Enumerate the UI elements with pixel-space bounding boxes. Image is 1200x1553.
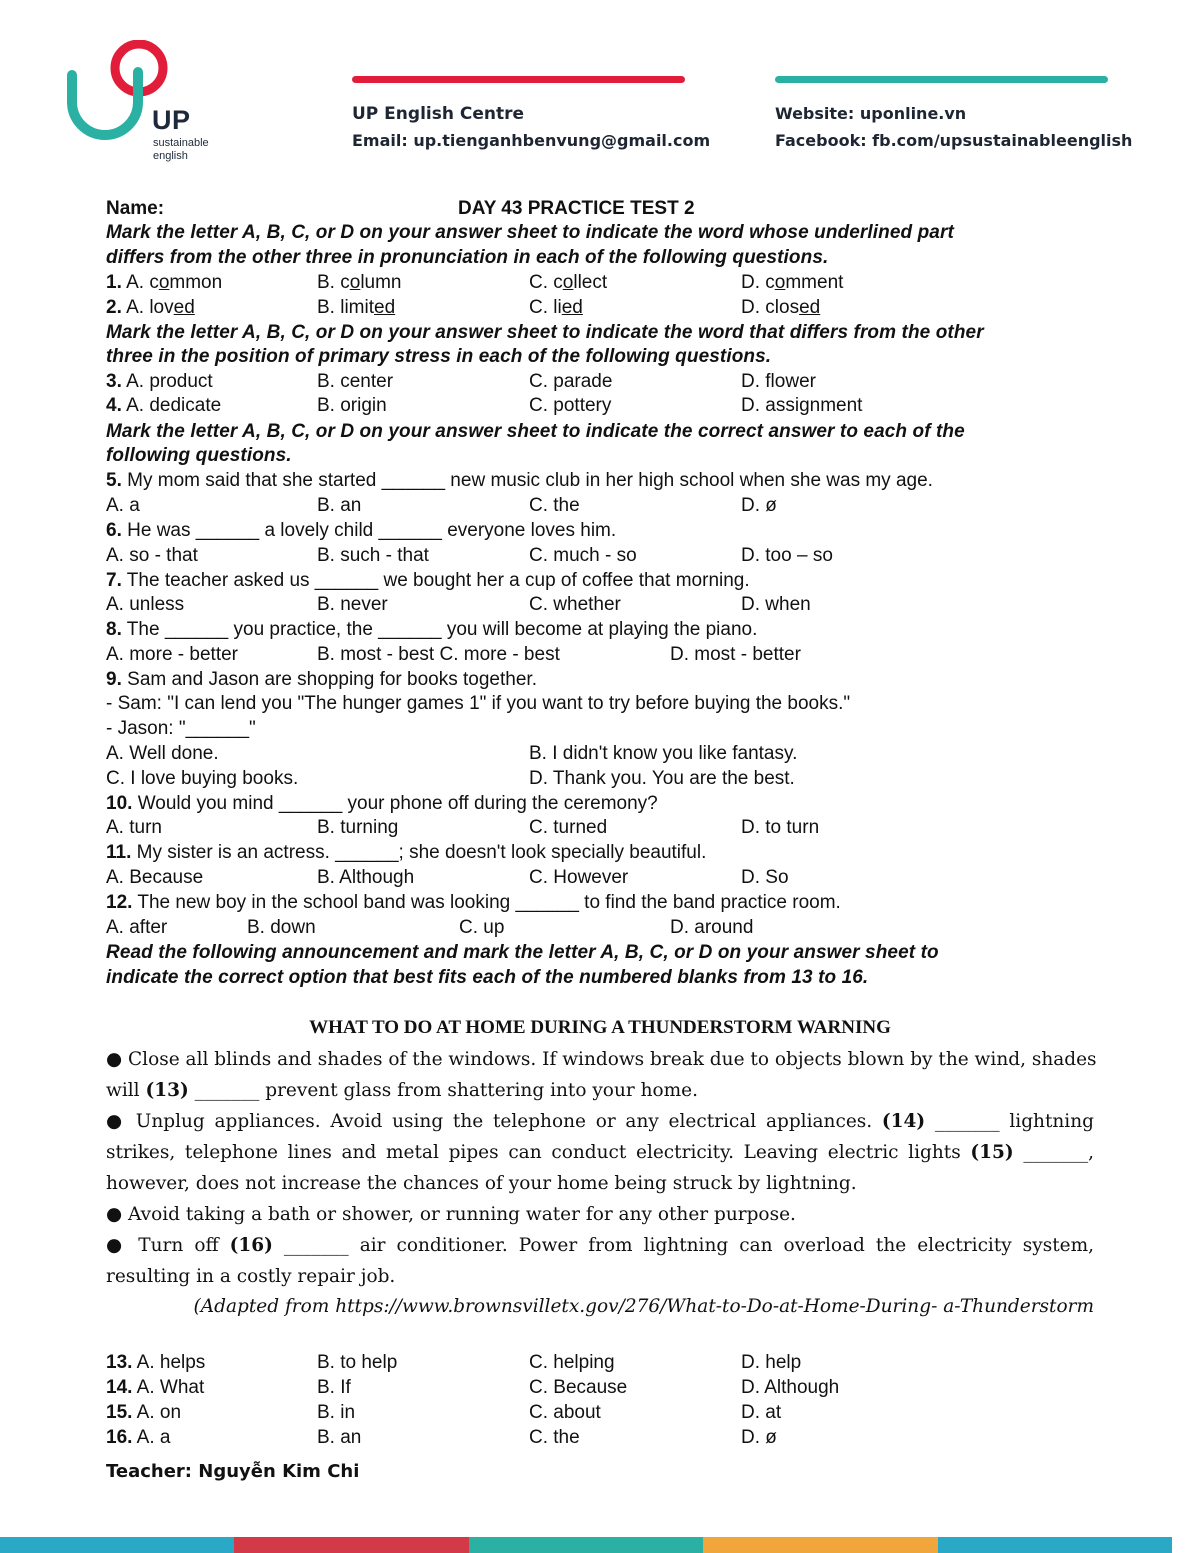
question-3-option-c: C. parade xyxy=(529,371,613,392)
question-3-option-a: 3. A. product xyxy=(106,371,213,392)
passage-source: (Adapted from https://www.brownsvilletx.gov/276/What-to-Do-at-Home-During- a-Thunderstorm xyxy=(193,1296,1094,1317)
question-5-option-d: D. ø xyxy=(741,495,777,516)
footer-color-strip xyxy=(0,1537,1172,1553)
question-5-option-a: A. a xyxy=(106,495,140,516)
question-10-option-d: D. to turn xyxy=(741,817,820,838)
question-16-option-c: C. the xyxy=(529,1427,580,1448)
question-7-option-b: B. never xyxy=(317,594,388,615)
question-1-option-a: 1. A. common xyxy=(106,272,223,293)
question-16-option-d: D. ø xyxy=(741,1427,777,1448)
instruction-stress: Mark the letter A, B, C, or D on your answer sheet to indicate the word that differs from the other xyxy=(106,322,984,343)
question-8-option-a: A. more - better xyxy=(106,644,238,665)
passage-title: WHAT TO DO AT HOME DURING A THUNDERSTORM WARNING xyxy=(309,1017,891,1038)
question-9-option-b: B. I didn't know you like fantasy. xyxy=(529,743,798,764)
question-9-sam-line: - Sam: "I can lend you "The hunger games 1" if you want to try before buying the books." xyxy=(106,693,851,714)
teacher-name: Teacher: Nguyễn Kim Chi xyxy=(106,1461,360,1482)
footer-segment xyxy=(938,1537,1172,1553)
question-7-option-a: A. unless xyxy=(106,594,185,615)
question-10-stem: 10. Would you mind ______ your phone off during the ceremony? xyxy=(106,793,658,814)
question-2-option-c: C. lied xyxy=(529,297,583,318)
passage-bullet-2: ● Unplug appliances. Avoid using the telephone or any electrical appliances. (14) _______ lightning xyxy=(106,1111,1094,1132)
question-10-option-c: C. turned xyxy=(529,817,608,838)
question-8-option-d: D. most - better xyxy=(670,644,801,665)
question-13-option-a: 13. A. helps xyxy=(106,1352,206,1373)
question-9-option-a: A. Well done. xyxy=(106,743,219,764)
question-14-option-d: D. Although xyxy=(741,1377,840,1398)
question-9-stem: 9. Sam and Jason are shopping for books together. xyxy=(106,669,537,690)
question-4-option-c: C. pottery xyxy=(529,395,612,416)
question-15-option-d: D. at xyxy=(741,1402,782,1423)
question-14-option-b: B. If xyxy=(317,1377,351,1398)
footer-segment xyxy=(703,1537,937,1553)
footer-segment xyxy=(234,1537,468,1553)
question-3-option-b: B. center xyxy=(317,371,394,392)
question-3-option-d: D. flower xyxy=(741,371,816,392)
question-8-stem: 8. The ______ you practice, the ______ you will become at playing the piano. xyxy=(106,619,758,640)
instruction-pronunciation: differs from the other three in pronunciation in each of the following questions. xyxy=(106,247,829,268)
question-15-option-b: B. in xyxy=(317,1402,356,1423)
question-6-option-d: D. too – so xyxy=(741,545,833,566)
centre-email: Email: up.tienganhbenvung@gmail.com xyxy=(352,131,711,150)
header-bar-teal xyxy=(775,76,1108,83)
question-11-stem: 11. My sister is an actress. ______; she doesn't look specially beautiful. xyxy=(106,842,707,863)
instruction-pronunciation: Mark the letter A, B, C, or D on your answer sheet to indicate the word whose underlined part xyxy=(106,222,954,243)
instruction-reading: indicate the correct option that best fits each of the numbered blanks from 13 to 16. xyxy=(106,967,869,988)
passage-bullet-1: ● Close all blinds and shades of the windows. If windows break due to objects blown by the wind, shades xyxy=(106,1049,1097,1070)
footer-segment xyxy=(0,1537,234,1553)
question-7-stem: 7. The teacher asked us ______ we bought her a cup of coffee that morning. xyxy=(106,570,750,591)
question-12-option-a: A. after xyxy=(106,917,168,938)
name-label: Name: xyxy=(106,198,165,219)
question-9-option-c: C. I love buying books. xyxy=(106,768,299,789)
question-11-option-d: D. So xyxy=(741,867,789,888)
instruction-correct-answer: Mark the letter A, B, C, or D on your answer sheet to indicate the correct answer to each of the xyxy=(106,421,965,442)
question-12-stem: 12. The new boy in the school band was looking ______ to find the band practice room. xyxy=(106,892,841,913)
question-1-option-d: D. comment xyxy=(741,272,844,293)
question-4-option-b: B. origin xyxy=(317,395,387,416)
header-bar-red xyxy=(352,76,685,83)
question-2-option-d: D. closed xyxy=(741,297,821,318)
instruction-correct-answer: following questions. xyxy=(106,445,292,466)
question-5-option-b: B. an xyxy=(317,495,362,516)
question-11-option-a: A. Because xyxy=(106,867,204,888)
question-6-option-b: B. such - that xyxy=(317,545,429,566)
question-15-option-a: 15. A. on xyxy=(106,1402,182,1423)
question-13-option-c: C. helping xyxy=(529,1352,615,1373)
question-7-option-c: C. whether xyxy=(529,594,621,615)
centre-name: UP English Centre xyxy=(352,104,525,124)
logo-subtitle: sustainable xyxy=(153,137,209,149)
question-6-stem: 6. He was ______ a lovely child ______ everyone loves him. xyxy=(106,520,617,541)
question-5-option-c: C. the xyxy=(529,495,580,516)
passage-bullet-2-cont: strikes, telephone lines and metal pipes can conduct electricity. Leaving electric lights (15) _______, xyxy=(106,1142,1094,1163)
question-6-option-a: A. so - that xyxy=(106,545,198,566)
question-16-option-b: B. an xyxy=(317,1427,362,1448)
instruction-stress: three in the position of primary stress in each of the following questions. xyxy=(106,346,772,367)
question-15-option-c: C. about xyxy=(529,1402,601,1423)
passage-bullet-2-cont: however, does not increase the chances of your home being struck by lightning. xyxy=(106,1173,857,1194)
test-title: DAY 43 PRACTICE TEST 2 xyxy=(458,198,695,219)
instruction-reading: Read the following announcement and mark the letter A, B, C, or D on your answer sheet to xyxy=(106,942,939,963)
logo-text: UP xyxy=(152,105,191,135)
question-6-option-c: C. much - so xyxy=(529,545,637,566)
question-9-jason-line: - Jason: "______" xyxy=(106,718,256,739)
passage-bullet-4-cont: resulting in a costly repair job. xyxy=(106,1266,396,1287)
question-9-option-d: D. Thank you. You are the best. xyxy=(529,768,795,789)
question-11-option-b: B. Although xyxy=(317,867,415,888)
question-10-option-b: B. turning xyxy=(317,817,399,838)
question-2-option-a: 2. A. loved xyxy=(106,297,195,318)
question-4-option-d: D. assignment xyxy=(741,395,863,416)
passage-bullet-4: ● Turn off (16) _______ air conditioner. Power from lightning can overload the electricity system, xyxy=(106,1235,1094,1256)
question-12-option-b: B. down xyxy=(247,917,316,938)
up-logo xyxy=(62,40,232,170)
question-12-option-d: D. around xyxy=(670,917,754,938)
centre-facebook: Facebook: fb.com/upsustainableenglish xyxy=(775,131,1133,150)
question-7-option-d: D. when xyxy=(741,594,811,615)
question-16-option-a: 16. A. a xyxy=(106,1427,171,1448)
footer-segment xyxy=(469,1537,703,1553)
question-1-option-b: B. column xyxy=(317,272,402,293)
centre-website: Website: uponline.vn xyxy=(775,104,967,123)
question-10-option-a: A. turn xyxy=(106,817,162,838)
question-2-option-b: B. limited xyxy=(317,297,396,318)
question-13-option-b: B. to help xyxy=(317,1352,398,1373)
question-11-option-c: C. However xyxy=(529,867,629,888)
passage-bullet-1-cont: will (13) _______ prevent glass from shattering into your home. xyxy=(106,1080,699,1101)
question-14-option-a: 14. A. What xyxy=(106,1377,205,1398)
question-8-option-b-c: B. most - best C. more - best xyxy=(317,644,560,665)
question-4-option-a: 4. A. dedicate xyxy=(106,395,222,416)
question-13-option-d: D. help xyxy=(741,1352,802,1373)
question-12-option-c: C. up xyxy=(459,917,505,938)
question-5-stem: 5. My mom said that she started ______ new music club in her high school when she was my age. xyxy=(106,470,933,491)
question-1-option-c: C. collect xyxy=(529,272,608,293)
question-14-option-c: C. Because xyxy=(529,1377,628,1398)
passage-bullet-3: ● Avoid taking a bath or shower, or running water for any other purpose. xyxy=(106,1204,796,1225)
logo-subtitle: english xyxy=(153,150,188,162)
